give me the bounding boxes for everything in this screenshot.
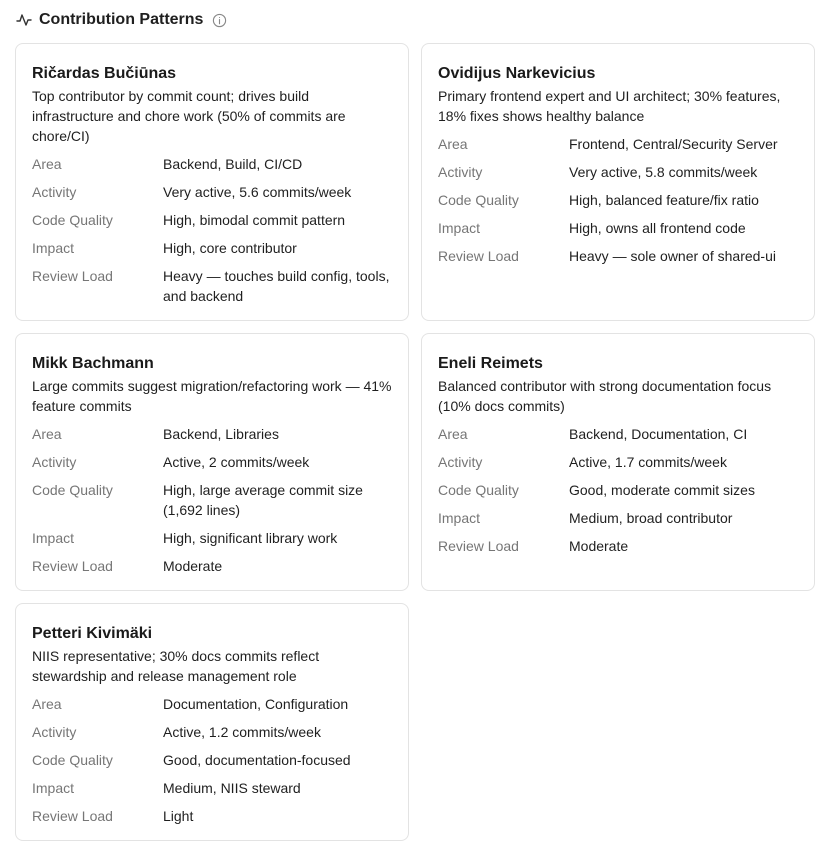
impact-label: Impact — [32, 530, 75, 546]
review-load-label: Review Load — [32, 268, 113, 284]
code-quality-row — [32, 210, 392, 230]
code-quality-label: Code Quality — [438, 192, 519, 208]
review-load-value: Heavy — sole owner of shared-ui — [569, 248, 776, 264]
impact-row — [32, 778, 392, 798]
contributor-summary: Balanced contributor with strong documentation focus (10% docs commits) — [438, 378, 772, 414]
contributor-summary: NIIS representative; 30% docs commits reflect stewardship and release management role — [32, 648, 320, 684]
area-label: Area — [438, 426, 468, 442]
activity-row — [438, 452, 798, 472]
activity-value: Active, 1.7 commits/week — [569, 454, 727, 470]
area-row — [438, 424, 798, 444]
contributor-name: Petteri Kivimäki — [32, 625, 153, 642]
impact-label: Impact — [438, 220, 481, 236]
impact-value: High, owns all frontend code — [569, 220, 746, 236]
activity-value: Very active, 5.6 commits/week — [163, 184, 352, 200]
contributor-name: Ričardas Bučiūnas — [32, 65, 177, 82]
review-load-row — [32, 806, 392, 826]
activity-value: Very active, 5.8 commits/week — [569, 164, 758, 180]
section-title: Contribution Patterns — [39, 11, 204, 28]
area-value: Frontend, Central/Security Server — [569, 136, 778, 152]
review-load-label: Review Load — [438, 248, 519, 264]
contributor-name: Ovidijus Narkevicius — [438, 65, 596, 82]
info-icon[interactable] — [212, 13, 227, 28]
area-label: Area — [32, 426, 62, 442]
area-row — [32, 154, 392, 174]
code-quality-label: Code Quality — [438, 482, 519, 498]
activity-label: Activity — [32, 184, 77, 200]
code-quality-value: High, large average commit size (1,692 lines) — [163, 482, 363, 518]
code-quality-label: Code Quality — [32, 752, 113, 768]
review-load-label: Review Load — [438, 538, 519, 554]
impact-value: High, significant library work — [163, 530, 338, 546]
review-load-row — [32, 556, 392, 576]
area-value: Backend, Documentation, CI — [569, 426, 748, 442]
review-load-value: Moderate — [569, 538, 629, 554]
activity-label: Activity — [32, 454, 77, 470]
impact-value: Medium, NIIS steward — [163, 780, 301, 796]
area-row — [32, 694, 392, 714]
impact-label: Impact — [32, 780, 75, 796]
area-row — [438, 134, 798, 154]
activity-row — [32, 722, 392, 742]
contributor-card — [421, 333, 815, 591]
activity-label: Activity — [438, 454, 483, 470]
activity-value: Active, 2 commits/week — [163, 454, 310, 470]
activity-row — [438, 162, 798, 182]
activity-label: Activity — [438, 164, 483, 180]
area-value: Backend, Build, CI/CD — [163, 156, 303, 172]
impact-value: High, core contributor — [163, 240, 297, 256]
code-quality-value: Good, documentation-focused — [163, 752, 351, 768]
code-quality-value: High, balanced feature/fix ratio — [569, 192, 759, 208]
contributor-summary: Primary frontend expert and UI architect; 30% features, 18% fixes shows healthy balance — [438, 88, 781, 124]
impact-row — [438, 218, 798, 238]
code-quality-value: High, bimodal commit pattern — [163, 212, 346, 228]
code-quality-row — [32, 750, 392, 770]
impact-value: Medium, broad contributor — [569, 510, 733, 526]
code-quality-row — [32, 480, 392, 520]
code-quality-label: Code Quality — [32, 482, 113, 498]
area-label: Area — [438, 136, 468, 152]
impact-label: Impact — [32, 240, 75, 256]
review-load-label: Review Load — [32, 808, 113, 824]
area-label: Area — [32, 696, 62, 712]
code-quality-row — [438, 190, 798, 210]
activity-value: Active, 1.2 commits/week — [163, 724, 321, 740]
activity-pulse-icon — [16, 12, 32, 28]
contributor-card — [15, 333, 409, 591]
impact-row — [32, 528, 392, 548]
contributor-summary: Top contributor by commit count; drives build infrastructure and chore work (50% of commits are chore/CI) — [32, 88, 346, 144]
review-load-label: Review Load — [32, 558, 113, 574]
review-load-row — [438, 246, 798, 266]
contributor-summary: Large commits suggest migration/refactoring work — 41% feature commits — [32, 378, 392, 414]
area-value: Backend, Libraries — [163, 426, 279, 442]
review-load-row — [32, 266, 392, 306]
review-load-value: Moderate — [163, 558, 223, 574]
area-label: Area — [32, 156, 62, 172]
section-header — [16, 9, 227, 31]
impact-label: Impact — [438, 510, 481, 526]
code-quality-row — [438, 480, 798, 500]
review-load-value: Heavy — touches build config, tools, and backend — [163, 268, 390, 304]
contributor-card — [15, 603, 409, 841]
review-load-value: Light — [163, 808, 194, 824]
contributor-card — [15, 43, 409, 321]
area-row — [32, 424, 392, 444]
impact-row — [32, 238, 392, 258]
activity-row — [32, 182, 392, 202]
contributor-name: Eneli Reimets — [438, 355, 543, 372]
impact-row — [438, 508, 798, 528]
code-quality-label: Code Quality — [32, 212, 113, 228]
contributor-name: Mikk Bachmann — [32, 355, 154, 372]
review-load-row — [438, 536, 798, 556]
area-value: Documentation, Configuration — [163, 696, 349, 712]
contributor-card — [421, 43, 815, 321]
activity-label: Activity — [32, 724, 77, 740]
code-quality-value: Good, moderate commit sizes — [569, 482, 755, 498]
activity-row — [32, 452, 392, 472]
